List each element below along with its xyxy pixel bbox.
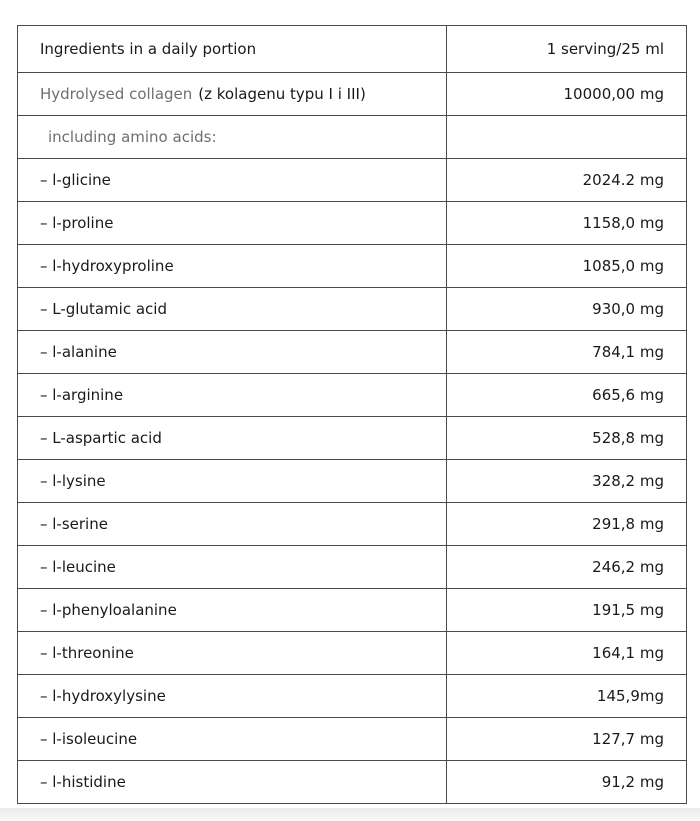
table-row	[18, 632, 687, 675]
table-row	[18, 331, 687, 374]
amino-acid-amount: 164,1 mg	[447, 632, 687, 675]
amino-acid-name: – l-isoleucine	[18, 718, 447, 761]
amino-acid-name: – l-serine	[18, 503, 447, 546]
amino-acid-amount: 291,8 mg	[447, 503, 687, 546]
collagen-value: 10000,00 mg	[447, 73, 687, 116]
amino-acid-amount: 191,5 mg	[447, 589, 687, 632]
nutrition-table	[17, 25, 687, 804]
amino-acid-name: – l-alanine	[18, 331, 447, 374]
table-row	[18, 202, 687, 245]
collagen-row	[18, 73, 687, 116]
table-row	[18, 718, 687, 761]
collagen-cell	[18, 73, 447, 116]
amino-acid-amount: 246,2 mg	[447, 546, 687, 589]
table-header-row	[18, 26, 687, 73]
amino-acid-amount: 528,8 mg	[447, 417, 687, 460]
collagen-label: Hydrolysed collagen	[40, 85, 193, 103]
amino-acid-name: – l-phenyloalanine	[18, 589, 447, 632]
amino-acid-amount: 2024.2 mg	[447, 159, 687, 202]
table-row	[18, 503, 687, 546]
table-row	[18, 675, 687, 718]
amino-acid-name: – l-glicine	[18, 159, 447, 202]
amino-acid-amount: 1158,0 mg	[447, 202, 687, 245]
table-row	[18, 589, 687, 632]
table-row	[18, 460, 687, 503]
table-row	[18, 761, 687, 804]
amino-acid-amount: 930,0 mg	[447, 288, 687, 331]
amino-acid-amount: 145,9mg	[447, 675, 687, 718]
amino-acid-amount: 91,2 mg	[447, 761, 687, 804]
amino-heading: including amino acids:	[18, 116, 447, 159]
amino-acid-name: – l-arginine	[18, 374, 447, 417]
amino-acid-name: – l-histidine	[18, 761, 447, 804]
table-row	[18, 288, 687, 331]
amino-heading-empty	[447, 116, 687, 159]
amino-acid-amount: 1085,0 mg	[447, 245, 687, 288]
table-row	[18, 417, 687, 460]
amino-acid-name: – l-leucine	[18, 546, 447, 589]
amino-acid-name: – l-lysine	[18, 460, 447, 503]
amino-acid-name: – l-hydroxyproline	[18, 245, 447, 288]
amino-acid-name: – l-threonine	[18, 632, 447, 675]
amino-acid-amount: 328,2 mg	[447, 460, 687, 503]
collagen-note: (z kolagenu typu I i III)	[198, 85, 366, 103]
amino-acid-amount: 665,6 mg	[447, 374, 687, 417]
amino-acid-name: – L-glutamic acid	[18, 288, 447, 331]
amino-acid-name: – l-proline	[18, 202, 447, 245]
amino-heading-row	[18, 116, 687, 159]
amino-acid-amount: 784,1 mg	[447, 331, 687, 374]
amino-acid-name: – L-aspartic acid	[18, 417, 447, 460]
header-label: Ingredients in a daily portion	[18, 26, 447, 73]
page-bottom-edge	[0, 808, 700, 821]
table-row	[18, 159, 687, 202]
header-value: 1 serving/25 ml	[447, 26, 687, 73]
table-row	[18, 374, 687, 417]
amino-acid-name: – l-hydroxylysine	[18, 675, 447, 718]
table-row	[18, 546, 687, 589]
table-row	[18, 245, 687, 288]
amino-acid-rows	[18, 159, 687, 804]
amino-acid-amount: 127,7 mg	[447, 718, 687, 761]
